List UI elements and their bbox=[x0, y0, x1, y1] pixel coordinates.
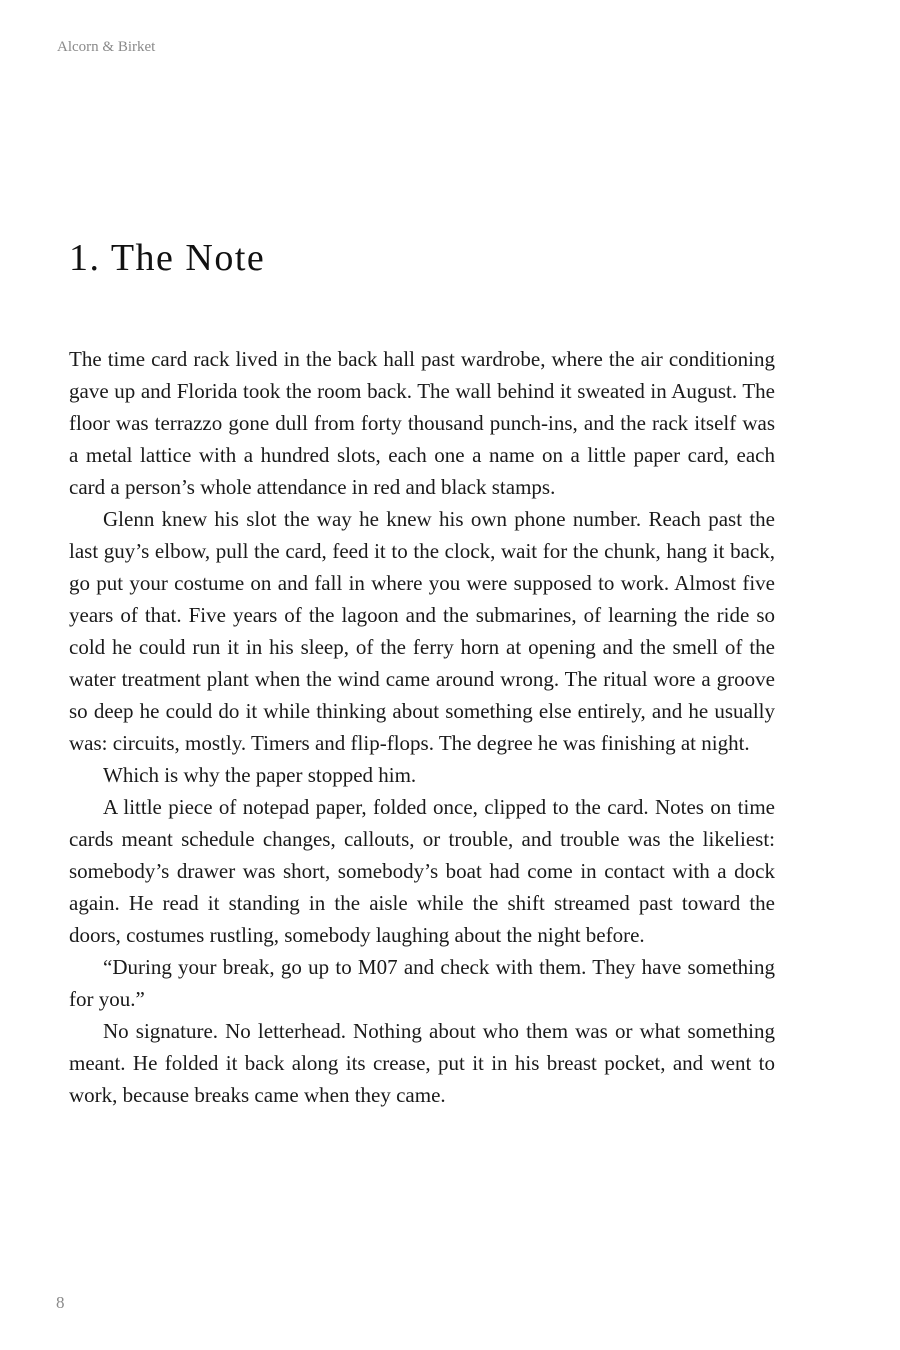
paragraph: No signature. No letterhead. Nothing about who them was or what something meant. He folded it back along its crease, put it in his breast pocket, and went to work, because breaks came when they came. bbox=[69, 1019, 775, 1107]
paragraph: The time card rack lived in the back hall past wardrobe, where the air conditioning gave up and Florida took the room back. The wall behind it sweated in August. The floor was terrazzo gone dull from forty thousand punch-ins, and the rack itself was a metal lattice with a hundred slots, each one a name on a little paper card, each card a person’s whole attendance in red and black stamps. bbox=[69, 347, 775, 499]
paragraph: “During your break, go up to M07 and check with them. They have something for you.” bbox=[69, 955, 775, 1011]
chapter-body bbox=[69, 343, 775, 1111]
page-number: 8 bbox=[56, 1293, 65, 1312]
paragraph: Glenn knew his slot the way he knew his own phone number. Reach past the last guy’s elbow, pull the card, feed it to the clock, wait for the chunk, hang it back, go put your costume on and fall in where you were supposed to work. Almost five years of that. Five years of the lagoon and the submarines, of learning the ride so cold he could run it in his sleep, of the ferry horn at opening and the smell of the water treatment plant when the wind came around wrong. The ritual wore a groove so deep he could do it while thinking about something else entirely, and he usually was: circuits, mostly. Timers and flip-flops. The degree he was finishing at night. bbox=[69, 507, 775, 755]
running-head: Alcorn & Birket bbox=[57, 39, 156, 55]
paragraph: Which is why the paper stopped him. bbox=[103, 763, 417, 787]
paragraph: A little piece of notepad paper, folded once, clipped to the card. Notes on time cards meant schedule changes, callouts, or trouble, and trouble was the likeliest: somebody’s drawer was short, somebody’s boat had come in contact with a dock again. He read it standing in the aisle while the shift streamed past toward the doors, costumes rustling, somebody laughing about the night before. bbox=[69, 795, 775, 947]
chapter-title: 1. The Note bbox=[69, 237, 266, 279]
